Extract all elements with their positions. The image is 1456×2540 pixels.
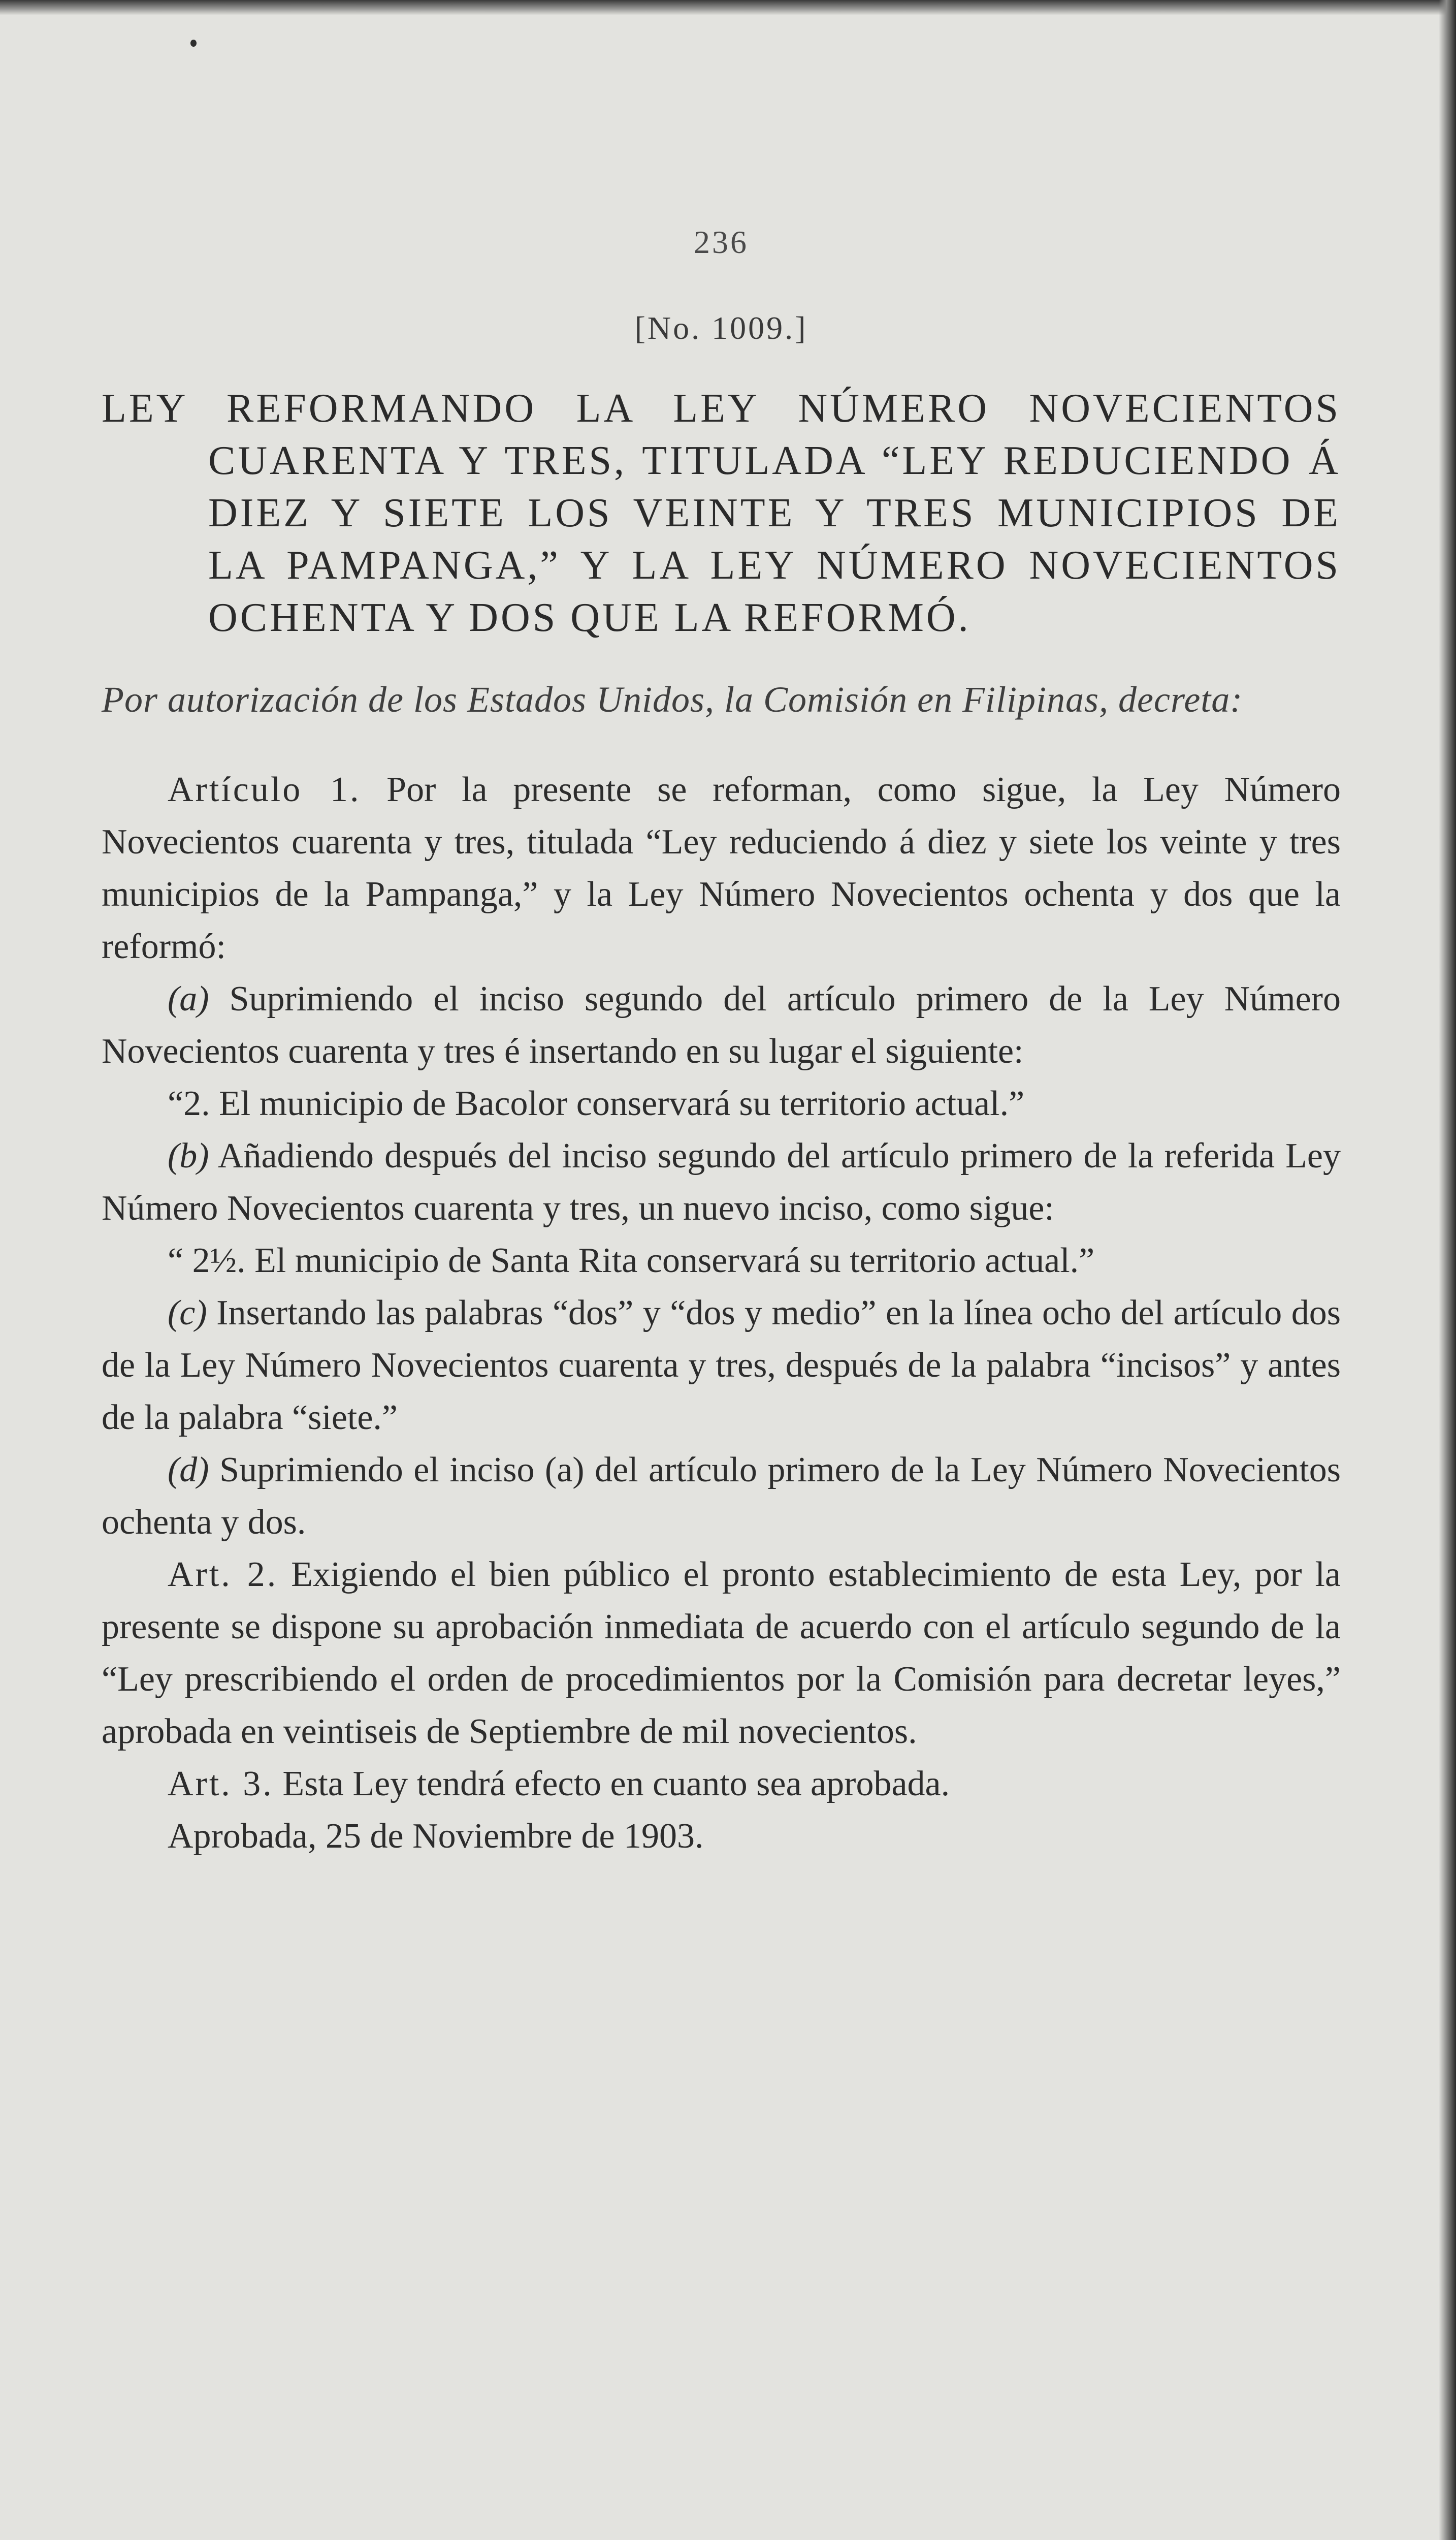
law-heading: LEY REFORMANDO LA LEY NÚMERO NOVECIENTOS CUARENTA Y TRES, TITULADA “LEY REDUCIENDO Á DIEZ Y SIETE LOS VEINTE Y TRES MUNICIPIOS DE LA PAMPANGA,” Y LA LEY NÚMERO NOVECIENTOS OCHENTA Y DOS QUE LA REFORMÓ. [102, 386, 1341, 640]
clause-c [102, 1287, 1341, 1444]
clause-a-quote: “2. El municipio de Bacolor conservará su territorio actual.” [168, 1084, 1025, 1123]
article-3-text: Esta Ley tendrá efecto en cuanto sea aprobada. [282, 1764, 950, 1803]
article-3 [102, 1758, 1341, 1810]
clause-d-label: (d) [168, 1450, 209, 1489]
scan-edge-top [0, 0, 1456, 15]
document-page [102, 224, 1341, 1862]
article-2 [102, 1548, 1341, 1758]
law-number: [No. 1009.] [634, 310, 808, 346]
article-2-text: Exigiendo el bien público el pronto establecimiento de esta Ley, por la presente se dispone su aprobación inmediata de acuerdo con el artículo segundo de la “Ley prescribiendo el orden de procedimientos por la Comisión para decretar leyes,” aprobada en veintiseis de Septiembre de mil novecientos. [102, 1555, 1341, 1751]
clause-a-label: (a) [168, 979, 209, 1019]
clause-a-text: Suprimiendo el inciso segundo del artículo primero de la Ley Número Novecientos cuarenta y tres é insertando en su lugar el siguiente: [102, 979, 1341, 1071]
clause-b-label: (b) [168, 1136, 209, 1176]
clause-b [102, 1130, 1341, 1234]
scan-speck [190, 40, 197, 47]
clause-d [102, 1444, 1341, 1548]
article-1-label: Artículo 1. [168, 770, 361, 809]
clause-c-text: Insertando las palabras “dos” y “dos y medio” en la línea ocho del artículo dos de la Ley Número Novecientos cuarenta y tres, después de la palabra “incisos” y antes de la palabra “siete.” [102, 1293, 1341, 1437]
clause-d-text: Suprimiendo el inciso (a) del artículo primero de la Ley Número Novecientos ochenta y dos. [102, 1450, 1341, 1542]
article-3-label: Art. 3. [168, 1764, 274, 1803]
article-1-text: Por la presente se reforman, como sigue, la Ley Número Novecientos cuarenta y tres, titulada “Ley reduciendo á diez y siete los veinte y tres municipios de la Pampanga,” y la Ley Número Novecientos ochenta y dos que la reformó: [102, 770, 1341, 966]
clause-b-quote: “ 2½. El municipio de Santa Rita conservará su territorio actual.” [168, 1241, 1095, 1280]
article-2-label: Art. 2. [168, 1555, 278, 1594]
clause-c-label: (c) [168, 1293, 207, 1332]
article-1 [102, 764, 1341, 973]
approval-date: Aprobada, 25 de Noviembre de 1903. [168, 1817, 704, 1856]
page-number: 236 [694, 224, 749, 260]
clause-b-text: Añadiendo después del inciso segundo del artículo primero de la referida Ley Número Novecientos cuarenta y tres, un nuevo inciso, como sigue: [102, 1136, 1341, 1228]
enacting-clause: Por autorización de los Estados Unidos, la Comisión en Filipinas, decreta: [102, 679, 1243, 720]
scan-edge-right [1439, 0, 1456, 2540]
clause-a [102, 973, 1341, 1077]
